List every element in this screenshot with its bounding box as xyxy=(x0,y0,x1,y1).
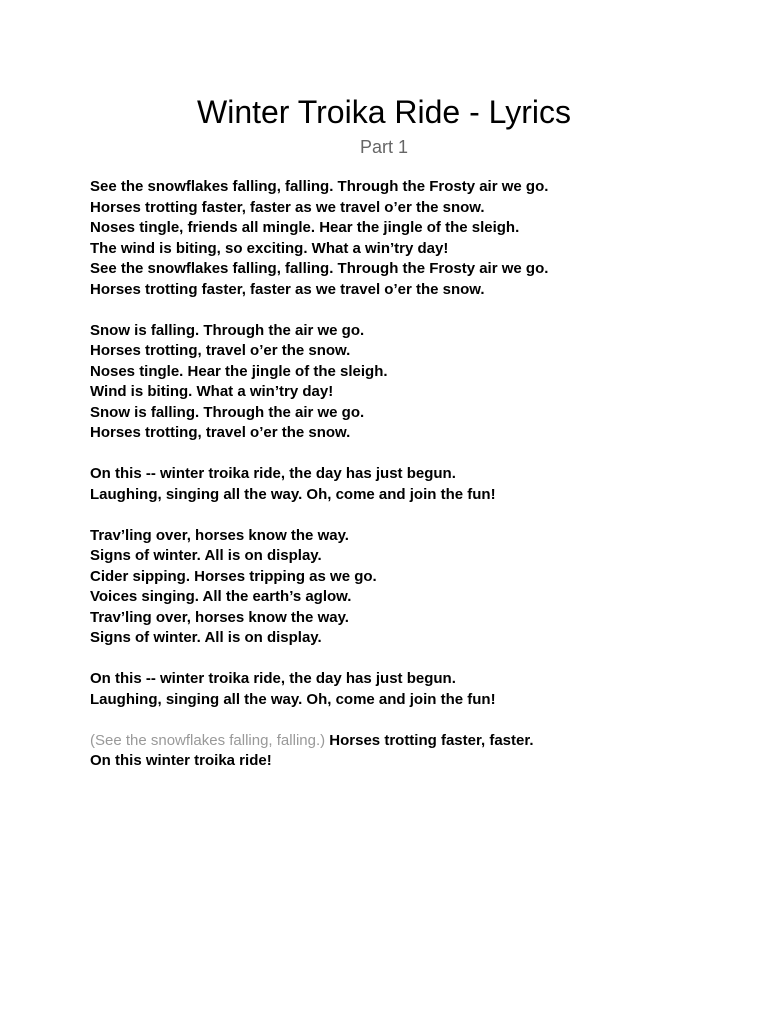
stanza-final xyxy=(90,731,730,772)
lyric-line-final-1 xyxy=(90,731,730,752)
lyric-line: Noses tingle, friends all mingle. Hear the jingle of the sleigh. xyxy=(90,219,520,236)
lyric-line-final-1-rest: Horses trotting faster, faster. xyxy=(325,731,534,749)
lyric-line: Trav’ling over, horses know the way. xyxy=(90,526,349,544)
page-subtitle: Part 1 xyxy=(359,137,409,157)
lyric-line: Horses trotting, travel o’er the snow. xyxy=(90,342,351,359)
lyric-line: Laughing, singing all the way. Oh, come and join the fun! xyxy=(90,690,496,708)
page-title: Winter Troika Ride - Lyrics xyxy=(197,94,571,130)
lyric-line: Trav’ling over, horses know the way. xyxy=(90,608,349,626)
lyrics-body xyxy=(90,177,730,792)
lyric-line: See the snowflakes falling, falling. Through the Frosty air we go. xyxy=(90,260,549,277)
stanza-2 xyxy=(90,321,730,444)
lyric-line: Cider sipping. Horses tripping as we go. xyxy=(90,567,377,585)
lyric-line: Horses trotting, travel o’er the snow. xyxy=(90,424,351,441)
lyric-line: Signs of winter. All is on display. xyxy=(90,547,322,564)
lyric-line: On this -- winter troika ride, the day has just begun. xyxy=(90,465,456,482)
stanza-3-chorus xyxy=(90,464,730,505)
parenthetical-echo: (See the snowflakes falling, falling.) xyxy=(90,731,326,749)
stanza-5-chorus xyxy=(90,669,730,710)
lyric-line: Laughing, singing all the way. Oh, come and join the fun! xyxy=(90,485,496,503)
lyric-line: See the snowflakes falling, falling. Through the Frosty air we go. xyxy=(90,178,549,195)
lyric-line: Voices singing. All the earth’s aglow. xyxy=(90,588,352,605)
lyric-line: Signs of winter. All is on display. xyxy=(90,629,322,646)
lyric-line: On this -- winter troika ride, the day has just begun. xyxy=(90,670,456,687)
lyric-line: Wind is biting. What a win’try day! xyxy=(90,383,334,400)
lyric-line-final-2: On this winter troika ride! xyxy=(90,752,272,769)
lyric-line: Noses tingle. Hear the jingle of the sleigh. xyxy=(90,362,388,380)
stanza-1 xyxy=(90,177,730,300)
lyric-line: Snow is falling. Through the air we go. xyxy=(90,321,365,339)
lyric-line: Snow is falling. Through the air we go. xyxy=(90,403,365,421)
lyric-line: The wind is biting, so exciting. What a win’try day! xyxy=(90,239,449,257)
stanza-4 xyxy=(90,526,730,649)
lyric-line: Horses trotting faster, faster as we travel o’er the snow. xyxy=(90,280,485,298)
lyric-line: Horses trotting faster, faster as we travel o’er the snow. xyxy=(90,198,485,216)
